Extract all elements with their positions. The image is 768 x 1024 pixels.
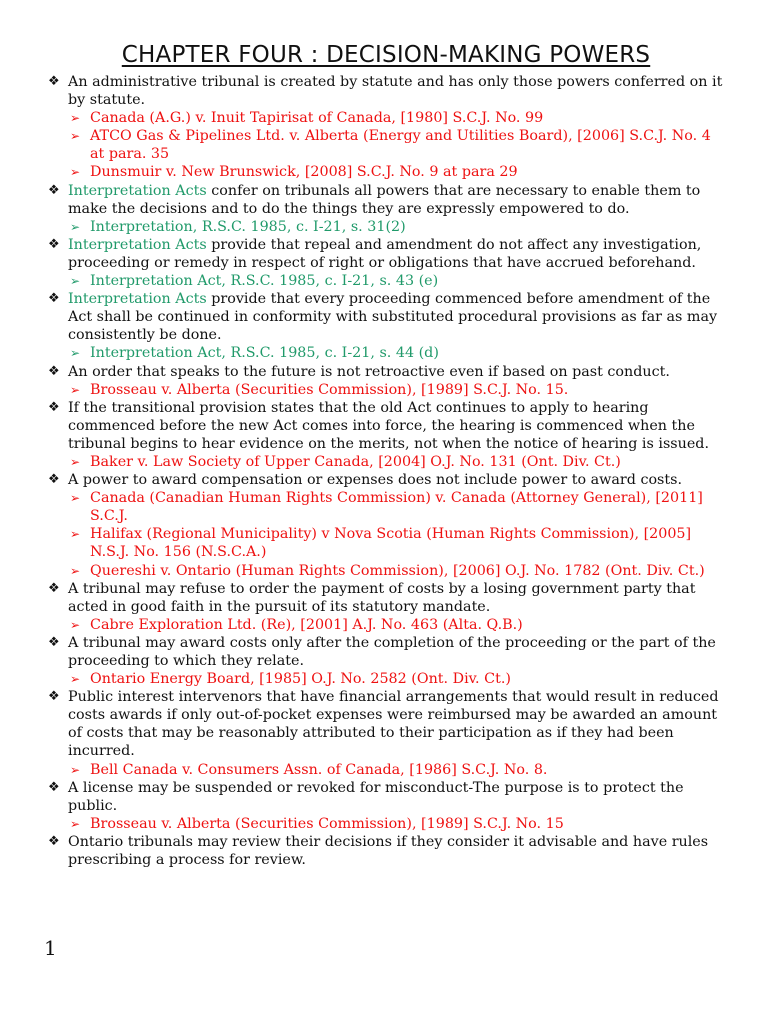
statute-reference: Interpretation Acts xyxy=(68,291,207,308)
statute-citation: ➢ Interpretation Act, R.S.C. 1985, c. I-21, s. 43 (e) xyxy=(70,273,439,290)
case-citation: ➢ Brosseau v. Alberta (Securities Commission), [1989] S.C.J. No. 15. xyxy=(70,381,569,398)
bullet-item xyxy=(46,471,726,489)
arrow-bullet-icon: ➢ xyxy=(70,762,81,777)
arrow-bullet-icon: ➢ xyxy=(70,219,81,234)
bullet-item xyxy=(46,363,726,381)
bullet-item xyxy=(46,290,726,344)
bullet-text: Ontario tribunals may review their decisions if they consider it advisable and have rules prescribing a process for review. xyxy=(68,833,709,869)
statute-reference: Interpretation Acts xyxy=(68,182,207,199)
case-citation: ➢ Baker v. Law Society of Upper Canada, [2004] O.J. No. 131 (Ont. Div. Ct.) xyxy=(70,453,621,470)
bullet-item xyxy=(46,236,726,272)
arrow-bullet-icon: ➢ xyxy=(70,274,81,289)
case-citation: ➢ Halifax (Regional Municipality) v Nova Scotia (Human Rights Commission), [2005] N.S.J. No. 156 (N.S.C.A.) xyxy=(70,526,692,561)
diamond-bullet-icon: ❖ xyxy=(48,779,60,795)
bullet-item xyxy=(46,634,726,670)
diamond-bullet-icon: ❖ xyxy=(48,689,60,705)
bullet-text: provide that every proceeding commenced before amendment of the Act shall be continued in conformity with substituted procedural provisions as far as may consistently be done. xyxy=(68,291,718,344)
bullet-text: confer on tribunals all powers that are necessary to enable them to make the decisions and to do the things they are expressly empowered to do. xyxy=(68,182,701,217)
bullet-text: provide that repeal and amendment do not affect any investigation, proceeding or remedy in respect of right or obligations that have accrued beforehand. xyxy=(68,236,702,271)
arrow-bullet-icon: ➢ xyxy=(70,111,81,126)
diamond-bullet-icon: ❖ xyxy=(48,74,60,89)
bullet-text: A tribunal may award costs only after the completion of the proceeding or the part of the proceeding to which they relate. xyxy=(68,634,716,669)
diamond-bullet-icon: ❖ xyxy=(48,399,60,415)
chapter-title: CHAPTER FOUR : DECISION-MAKING POWERS xyxy=(121,42,651,68)
case-citation: ➢ Canada (Canadian Human Rights Commission) v. Canada (Attorney General), [2011] S.C.J. xyxy=(70,490,703,525)
arrow-bullet-icon: ➢ xyxy=(70,672,81,687)
bullet-text: A power to award compensation or expenses does not include power to award costs. xyxy=(68,472,683,489)
document-page xyxy=(46,40,726,869)
case-citation: ➢ Brosseau v. Alberta (Securities Commission), [1989] S.C.J. No. 15 xyxy=(70,815,564,832)
bullet-text: A license may be suspended or revoked for misconduct-The purpose is to protect the public. xyxy=(68,779,684,814)
bullet-text: If the transitional provision states that the old Act continues to apply to hearing commenced before the new Act comes into force, the hearing is commenced when the tribunal begins to hear evidence on the merits, not when the notice of hearing is issued. xyxy=(68,399,709,452)
arrow-bullet-icon: ➢ xyxy=(70,563,81,578)
diamond-bullet-icon: ❖ xyxy=(48,291,60,307)
arrow-bullet-icon: ➢ xyxy=(70,382,81,397)
bullet-text: An order that speaks to the future is not retroactive even if based on past conduct. xyxy=(68,363,670,380)
arrow-bullet-icon: ➢ xyxy=(70,816,81,831)
diamond-bullet-icon: ❖ xyxy=(48,634,60,650)
bullet-text: An administrative tribunal is created by statute and has only those powers conferred on it by statute. xyxy=(68,74,723,109)
statute-citation: ➢ Interpretation Act, R.S.C. 1985, c. I-21, s. 44 (d) xyxy=(70,345,439,362)
bullet-item xyxy=(46,779,726,815)
diamond-bullet-icon: ❖ xyxy=(48,236,60,252)
diamond-bullet-icon: ❖ xyxy=(48,580,60,596)
arrow-bullet-icon: ➢ xyxy=(70,346,81,361)
case-citation: ➢ Ontario Energy Board, [1985] O.J. No. 2582 (Ont. Div. Ct.) xyxy=(70,671,511,688)
case-citation: ➢ Dunsmuir v. New Brunswick, [2008] S.C.J. No. 9 at para 29 xyxy=(70,164,518,181)
arrow-bullet-icon: ➢ xyxy=(70,491,81,506)
page-number: 1 xyxy=(44,936,57,960)
arrow-bullet-icon: ➢ xyxy=(70,454,81,469)
statute-reference: Interpretation Acts xyxy=(68,236,207,253)
bullet-item xyxy=(46,73,726,109)
case-citation: ➢ Cabre Exploration Ltd. (Re), [2001] A.J. No. 463 (Alta. Q.B.) xyxy=(70,616,523,633)
bullet-text: A tribunal may refuse to order the payment of costs by a losing government party that acted in good faith in the pursuit of its statutory mandate. xyxy=(68,580,696,615)
bullet-item xyxy=(46,580,726,616)
bullet-item xyxy=(46,833,726,869)
diamond-bullet-icon: ❖ xyxy=(48,182,60,198)
case-citation: ➢ Bell Canada v. Consumers Assn. of Canada, [1986] S.C.J. No. 8. xyxy=(70,761,548,778)
diamond-bullet-icon: ❖ xyxy=(48,363,60,379)
bullet-item xyxy=(46,399,726,453)
bullet-item xyxy=(46,182,726,218)
arrow-bullet-icon: ➢ xyxy=(70,129,81,144)
bullet-text: Public interest intervenors that have financial arrangements that would result in reduced costs awards if only out-of-pocket expenses were reimbursed may be awarded an amount of costs that may be reasonably attributed to their participation as if they had been incurred. xyxy=(68,689,719,760)
diamond-bullet-icon: ❖ xyxy=(48,833,60,849)
case-citation: ➢ Quereshi v. Ontario (Human Rights Commission), [2006] O.J. No. 1782 (Ont. Div. Ct.) xyxy=(70,562,705,579)
arrow-bullet-icon: ➢ xyxy=(70,527,81,542)
statute-citation: ➢ Interpretation, R.S.C. 1985, c. I-21, s. 31(2) xyxy=(70,218,406,235)
arrow-bullet-icon: ➢ xyxy=(70,165,81,180)
bullet-item xyxy=(46,688,726,760)
diamond-bullet-icon: ❖ xyxy=(48,472,60,488)
case-citation: ➢ Canada (A.G.) v. Inuit Tapirisat of Canada, [1980] S.C.J. No. 99 xyxy=(70,110,544,127)
case-citation: ➢ ATCO Gas & Pipelines Ltd. v. Alberta (Energy and Utilities Board), [2006] S.C.J. No. 4 at para. 35 xyxy=(70,128,711,163)
arrow-bullet-icon: ➢ xyxy=(70,617,81,632)
